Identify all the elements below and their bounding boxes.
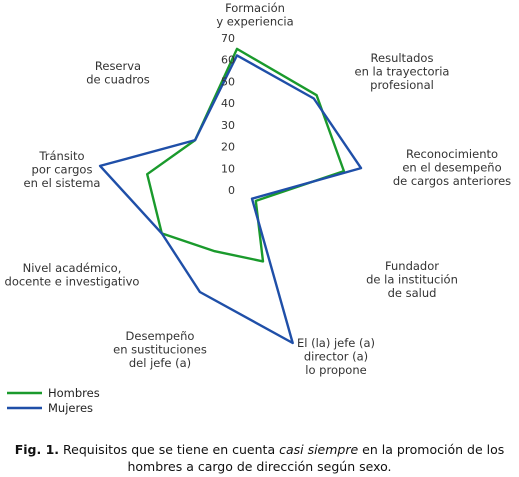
category-label-line: profesional (370, 78, 434, 92)
category-label (86, 59, 150, 87)
category-label-line: en la trayectoria (354, 64, 450, 79)
category-label-line: Nivel académico, (22, 261, 122, 275)
category-label-line: lo propone (305, 363, 367, 377)
category-label (216, 1, 293, 29)
category-label-line: de la institución (366, 272, 458, 287)
category-label-line: El (la) jefe (a) (296, 336, 376, 350)
legend-label-hombres: Hombres (48, 386, 100, 400)
category-label (24, 149, 101, 190)
category-label-line: Reconocimiento (405, 147, 499, 161)
tick-label: 70 (221, 32, 235, 45)
category-label (393, 147, 511, 188)
category-label-line: docente e investigativo (4, 274, 140, 289)
tick-label: 60 (221, 53, 235, 67)
legend (7, 386, 100, 415)
category-label-line: director (a) (303, 349, 369, 364)
category-label-line: Tránsito (39, 149, 85, 163)
series-line-hombres (147, 49, 344, 262)
category-label-line: Fundador (385, 259, 439, 273)
category-label-line: y experiencia (216, 14, 294, 29)
category-label-line: de cargos anteriores (392, 174, 512, 188)
category-label (5, 261, 140, 289)
category-label-line: en sustituciones (113, 342, 207, 357)
category-label-line: en el desempeño (402, 160, 502, 175)
tick-label: 30 (221, 118, 235, 132)
category-label (355, 51, 450, 92)
tick-layer (221, 32, 235, 197)
category-label-line: Reserva (94, 59, 142, 73)
tick-label: 20 (221, 140, 235, 154)
category-label-line: del jefe (a) (128, 356, 192, 370)
caption-label: Fig. 1. (14, 442, 60, 457)
caption-text-before: Requisitos que se tiene en cuenta (59, 442, 280, 457)
caption-emphasis: casi siempre (279, 442, 359, 457)
tick-label: 40 (221, 97, 235, 111)
legend-label-mujeres: Mujeres (48, 401, 94, 415)
category-label-line: Resultados (370, 51, 434, 65)
caption-text-after: en la promoción de los hombres a cargo de dirección según sexo. (127, 442, 505, 474)
category-label-line: por cargos (31, 162, 93, 177)
tick-label: 0 (228, 184, 235, 197)
tick-label: 50 (221, 75, 235, 89)
tick-label: 10 (221, 162, 235, 176)
category-label-line: de cuadros (86, 72, 150, 87)
category-label-line: Formación (225, 1, 285, 15)
category-label-line: de salud (387, 286, 437, 300)
category-label (297, 336, 375, 377)
category-labels (5, 1, 512, 377)
category-label (366, 259, 458, 300)
figure-caption (0, 441, 519, 475)
category-label-line: Desempeño (125, 329, 195, 343)
category-label-line: en el sistema (23, 176, 101, 190)
category-label (113, 329, 207, 370)
